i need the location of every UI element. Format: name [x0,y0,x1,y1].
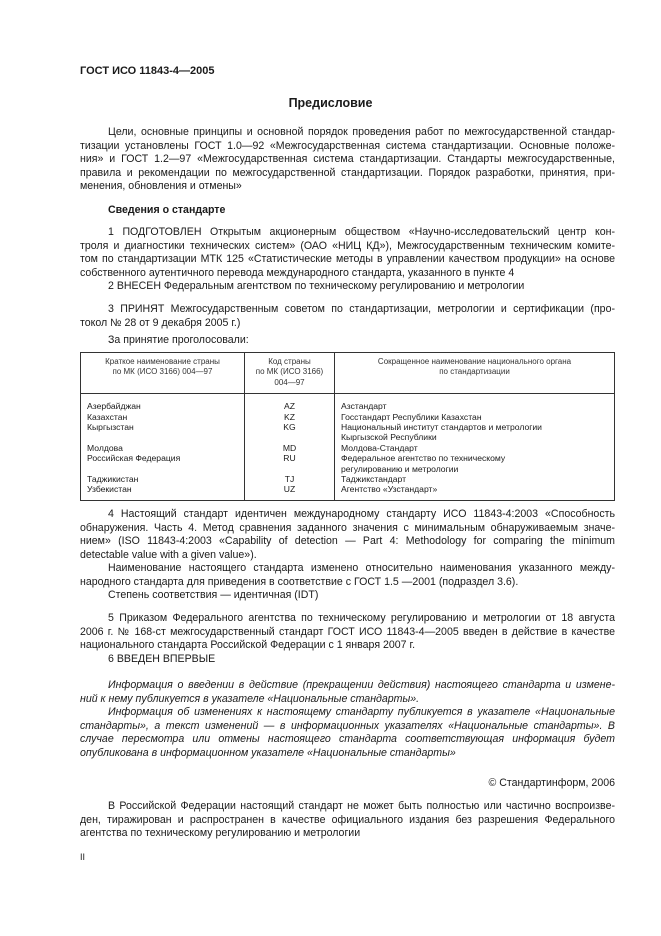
intro-paragraph [80,126,615,194]
info-paragraph-2 [80,706,615,760]
text-line: 3 ПРИНЯТ Межгосударственным советом по стандартизации, метрологии и сертификации (про- [108,303,615,315]
text-line: случае пересмотра или отмены настоящего стандарта соответствующая информация будет [80,733,615,746]
country-code: KG [245,422,335,443]
text-line: 1 ПОДГОТОВЛЕН Открытым акционерным обществом «Научно-исследовательский центр кон- [108,226,615,238]
voted-label: За принятие проголосовали: [108,334,249,346]
text-line: токол № 28 от 9 декабря 2005 г.) [80,316,241,329]
text-line: агентства по техническому регулированию и метрологии [80,827,361,840]
country-name: Молдова [81,443,245,453]
info-paragraph-1 [80,679,615,706]
countries-table [80,352,615,501]
text-line: собственного аутентичного перевода международного стандарта, указанного в пункте 4 [80,266,515,279]
text-line: обнаружения. Часть 4. Метод сравнения заданного значения с минимальным обнаруживаемым значе- [80,521,615,534]
item-5 [80,612,615,653]
text-line: Информация об изменениях к настоящему стандарту публикуется в указателе «Национальные [108,706,615,718]
country-code: MD [245,443,335,453]
standards-body: Госстандарт Республики Казахстан [335,412,615,422]
text-line: Информация о введении в действие (прекращении действия) настоящего стандарта и измене- [108,679,615,691]
text-line: троля и диагностики технических систем» (ОАО «НИЦ КД»), Межгосударственным техническим комите- [80,239,615,252]
section-heading: Сведения о стандарте [108,204,226,216]
column-header: Сокращенное наименование национального органа по стандартизации [335,353,615,394]
standards-body: Федеральное агентство по техническому регулированию и метрологии [335,453,615,474]
column-header: Краткое наименование страны по МК (ИСО 3166) 004—97 [81,353,245,394]
country-code: KZ [245,412,335,422]
item-2 [80,280,615,294]
document-header: ГОСТ ИСО 11843-4—2005 [80,65,215,77]
page-number: II [80,852,86,862]
item-1 [80,226,615,280]
text-line: Степень соответствия — идентичная (IDT) [108,589,319,601]
country-code: AZ [245,394,335,412]
text-line: ден, тиражирован и распространен в качестве официального издания без разрешения Федерального [80,813,615,826]
page-title: Предисловие [288,96,373,110]
text-line: нием» (ISO 11843-4:2003 «Capability of detection — Part 4: Methodology for comparing the minimum [80,535,615,548]
standards-body: Агентство «Узстандарт» [335,484,615,500]
standards-body: Молдова-Стандарт [335,443,615,453]
text-line: народного стандарта для приведения в соответствие с ГОСТ 1.5 —2001 (подраздел 3.6). [80,575,519,588]
table-row [81,443,615,453]
text-line: 6 ВВЕДЕН ВПЕРВЫЕ [108,653,216,665]
table-row [81,422,615,443]
country-code: UZ [245,484,335,500]
text-line: стандарты», а текст изменений — в информационных указателях «Национальные стандарты». В [80,719,615,732]
table-row [81,474,615,484]
text-line: Цели, основные принципы и основной порядок проведения работ по межгосударственной стандар- [108,126,615,138]
country-code: TJ [245,474,335,484]
table-row [81,394,615,412]
standards-body: Таджикстандарт [335,474,615,484]
rights-paragraph [80,800,615,841]
copyright: © Стандартинформ, 2006 [488,777,615,789]
country-name: Таджикистан [81,474,245,484]
item-6 [80,653,615,667]
text-line: правила и рекомендации по межгосударственной стандартизации. Порядок разработки, принятия, при- [80,166,615,179]
text-line: менения, обновления и отмены» [80,180,242,193]
text-line: опубликована в информационном указателе «Национальные стандарты» [80,746,456,759]
text-line: Наименование настоящего стандарта изменено относительно наименования указанного между- [108,562,615,574]
text-line: detectable value with a given value»). [80,548,257,561]
standards-body: Азстандарт [335,394,615,412]
table-row [81,484,615,500]
text-line: В Российской Федерации настоящий стандарт не может быть полностью или частично воспроизве- [108,800,615,812]
text-line: национального стандарта Российской Федерации с 1 января 2007 г. [80,639,416,652]
standards-body: Национальный институт стандартов и метрологии Кыргызской Республики [335,422,615,443]
country-name: Российская Федерация [81,453,245,474]
text-line: тизации установлены ГОСТ 1.0—92 «Межгосударственная система стандартизации. Основные положе- [80,139,615,152]
text-line: 2 ВНЕСЕН Федеральным агентством по техническому регулированию и метрологии [108,280,525,292]
table-row [81,412,615,422]
text-line: 2006 г. № 168-ст межгосударственный стандарт ГОСТ ИСО 11843-4—2005 введен в действие в качестве [80,625,615,638]
item-3 [80,303,615,330]
naming-paragraph [80,562,615,589]
item-4 [80,508,615,562]
degree-paragraph [80,589,615,603]
country-name: Кыргызстан [81,422,245,443]
text-line: ний к нему публикуется в указателе «Национальные стандарты». [80,692,420,705]
country-name: Казахстан [81,412,245,422]
text-line: 4 Настоящий стандарт идентичен международному стандарту ИСО 11843-4:2003 «Способность [108,508,615,520]
text-line: том по стандартизации МТК 125 «Статистические методы в управлении качеством продукции» на основе [80,253,615,266]
text-line: ния» и ГОСТ 1.2—97 «Межгосударственная система стандартизации. Стандарты межгосударственные, [80,153,615,166]
country-name: Узбекистан [81,484,245,500]
country-name: Азербайджан [81,394,245,412]
table-row [81,453,615,474]
column-header: Код страны по МК (ИСО 3166) 004—97 [245,353,335,394]
country-code: RU [245,453,335,474]
text-line: 5 Приказом Федерального агентства по техническому регулированию и метрологии от 18 августа [108,612,615,624]
